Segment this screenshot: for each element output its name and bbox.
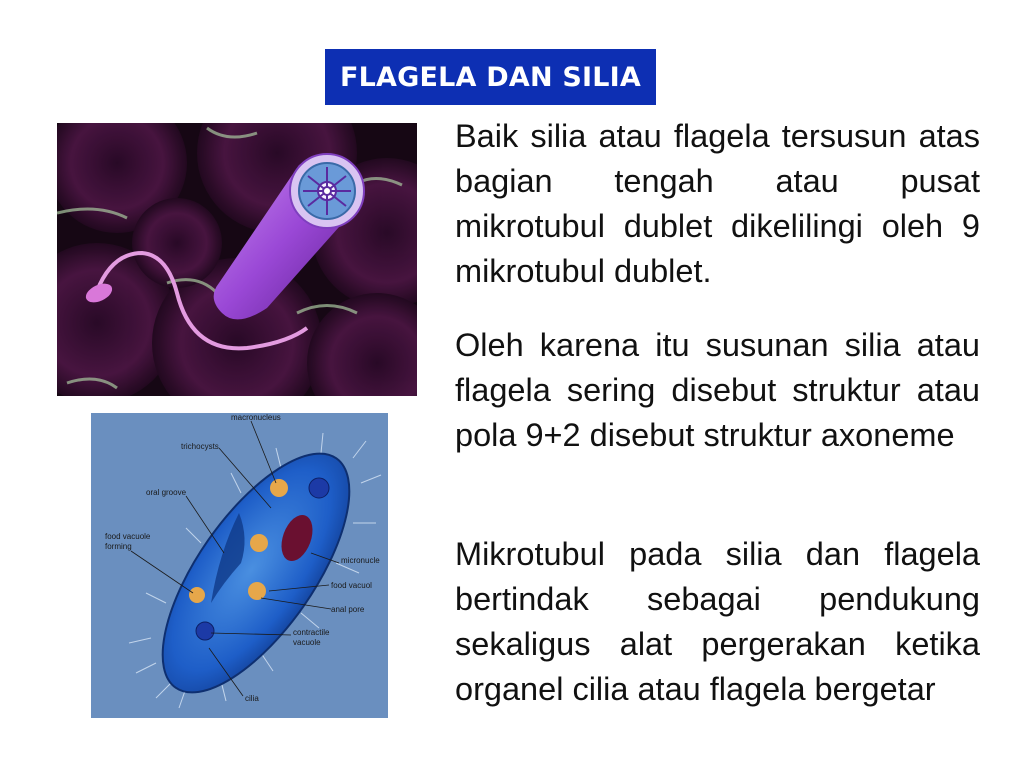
paragraph-1: Baik silia atau flagela tersusun atas bagian tengah atau pusat mikrotubul dublet dikelilingi oleh 9 mikrotubul dublet. [455,118,980,289]
label-trichocysts: trichocysts [181,442,219,451]
axoneme-cross-section [299,163,355,219]
paramecium-diagram [91,413,388,718]
label-micronucleus: micronucle [341,556,380,565]
paragraph-2: Oleh karena itu susunan silia atau flagela sering disebut struktur atau pola 9+2 disebut struktur axoneme [455,327,980,453]
label-food-vacuole: food vacuol [331,581,372,590]
label-oral-groove: oral groove [146,488,187,497]
label-food-vacuole-forming-1: food vacuole [105,532,151,541]
label-macronucleus: macronucleus [231,413,281,422]
flagellum-illustration [57,123,417,396]
label-cilia: cilia [245,694,259,703]
slide-title: FLAGELA DAN SILIA [325,49,656,105]
label-contractile: contractile [293,628,330,637]
paragraph-3: Mikrotubul pada silia dan flagela bertindak sebagai pendukung sekaligus alat pergerakan ketika organel cilia atau flagela bergetar [455,536,980,707]
label-anal-pore: anal pore [331,605,365,614]
label-vacuole: vacuole [293,638,321,647]
label-food-vacuole-forming-2: forming [105,542,132,551]
